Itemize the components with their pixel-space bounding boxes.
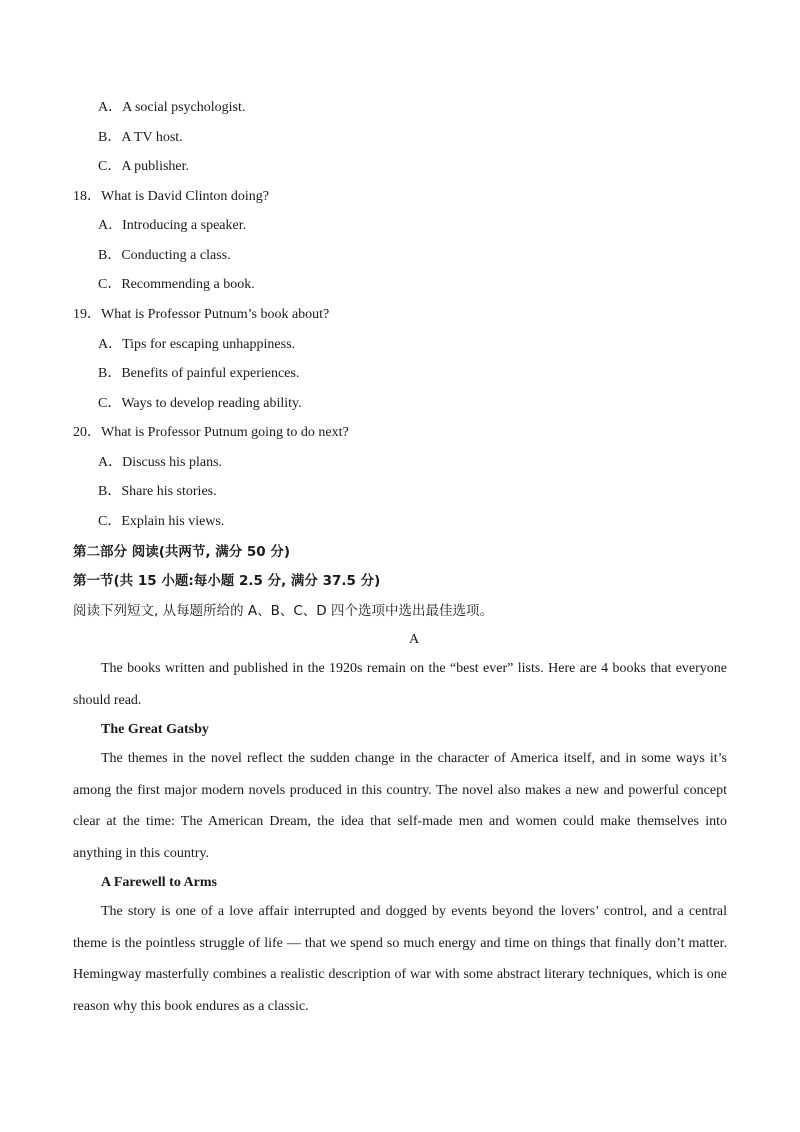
q17-option-a: A．A social psychologist.: [98, 100, 246, 115]
q19-option-a: A．Tips for escaping unhappiness.: [98, 337, 296, 352]
q17-option-b: B．A TV host.: [98, 130, 183, 145]
q19-stem: 19．What is Professor Putnum’s book about?: [73, 307, 330, 322]
section-subtitle: 第一节(共 15 小题:每小题 2.5 分, 满分 37.5 分): [73, 573, 381, 589]
passage-intro: The books written and published in the 1920s remain on the “best ever” lists. Here are 4 books that everyone should read.: [73, 661, 727, 708]
section-instruction: 阅读下列短文, 从每题所给的 A、B、C、D 四个选项中选出最佳选项。: [73, 603, 493, 619]
book2-text: The story is one of a love affair interrupted and dogged by events beyond the lovers’ control, and a central theme is the pointless struggle of life — that we spend so much energy and time on things that finally don’t matter. Hemingway masterfully combines a realistic description of war with some abstract literary techniques, which is one reason why this book endures as a classic.: [73, 904, 727, 1014]
q19-option-b: B．Benefits of painful experiences.: [98, 366, 300, 381]
q18-option-a: A．Introducing a speaker.: [98, 218, 247, 233]
passage-label: A: [408, 632, 420, 647]
q18-option-b: B．Conducting a class.: [98, 248, 231, 263]
q18-stem: 18．What is David Clinton doing?: [73, 189, 269, 204]
q20-option-a: A．Discuss his plans.: [98, 455, 223, 470]
q17-option-c: C．A publisher.: [98, 159, 190, 174]
q20-stem: 20．What is Professor Putnum going to do next?: [73, 425, 349, 440]
book1-title: The Great Gatsby: [101, 722, 209, 737]
q19-option-c: C．Ways to develop reading ability.: [98, 396, 302, 411]
book1-text: The themes in the novel reflect the sudden change in the character of America itself, and in some ways it’s among the first major modern novels produced in this country. The novel also makes a new and powerful concept clear at the time: The American Dream, the idea that self-made men and women could make themselves into anything in this country.: [73, 751, 727, 861]
q18-option-c: C．Recommending a book.: [98, 277, 255, 292]
part-title: 第二部分 阅读(共两节, 满分 50 分): [73, 544, 291, 560]
q20-option-c: C．Explain his views.: [98, 514, 225, 529]
book2-title: A Farewell to Arms: [101, 875, 217, 890]
q20-option-b: B．Share his stories.: [98, 484, 217, 499]
